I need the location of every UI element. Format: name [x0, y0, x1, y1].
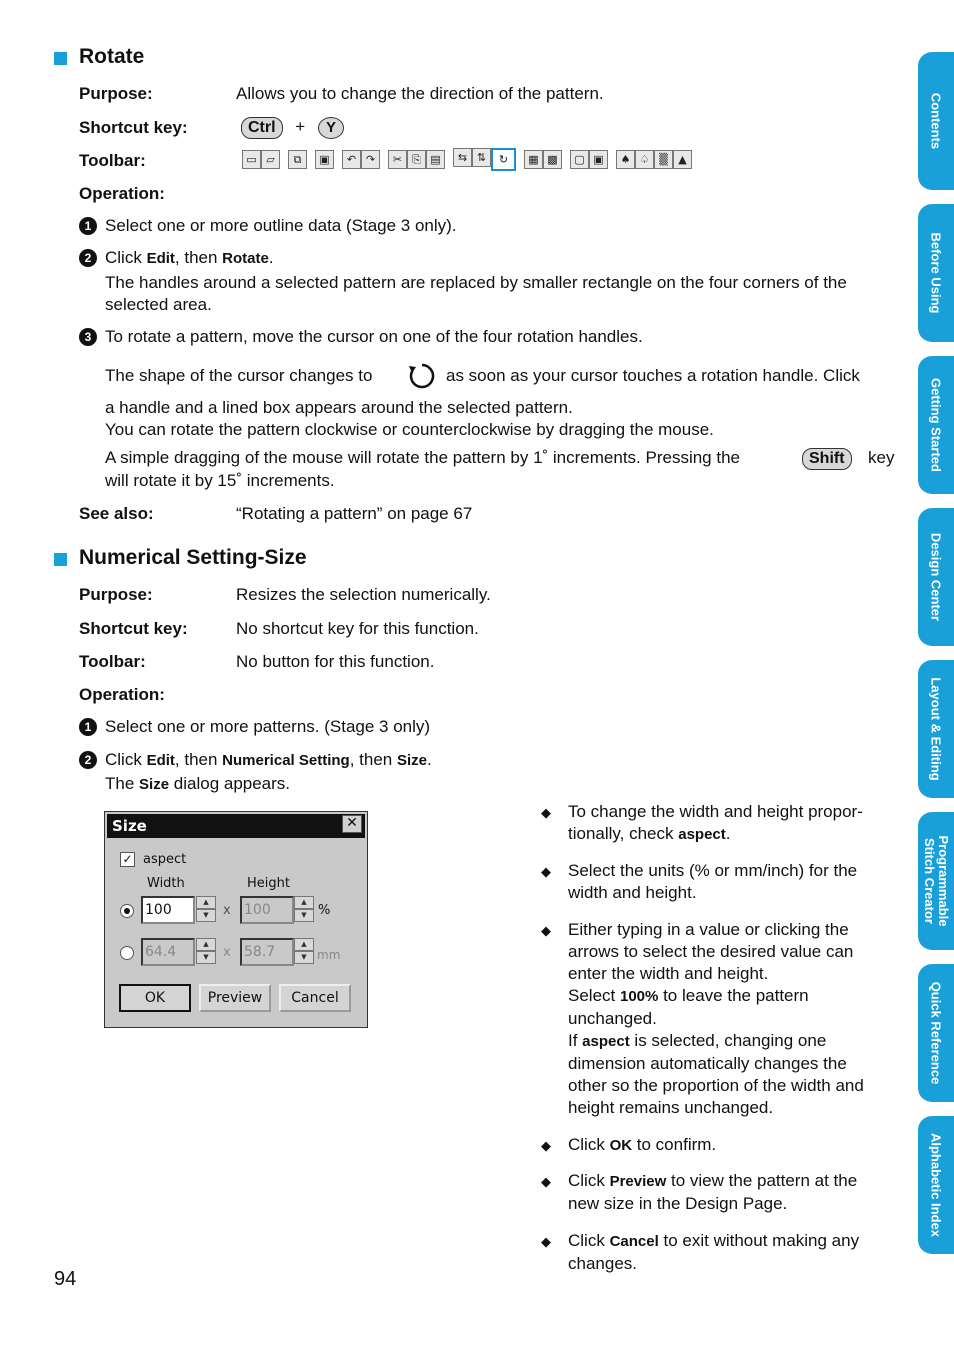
toolbar-text: No button for this function.: [236, 652, 435, 671]
monitor1-icon[interactable]: ▢: [570, 150, 589, 169]
shortcut-label: Shortcut key:: [79, 118, 188, 137]
outline4-icon[interactable]: ▲: [673, 150, 692, 169]
bullet-item: Click Cancel to exit without making any changes.: [568, 1231, 860, 1273]
outline1-icon[interactable]: ♠: [616, 150, 635, 169]
mm-unit: mm: [317, 948, 341, 962]
bullet-item: Click Preview to view the pattern at the new size in the Design Page.: [568, 1171, 858, 1213]
purpose-label: Purpose:: [79, 585, 153, 604]
height-mm-input: 58.7: [240, 938, 294, 966]
dialog-title: Size: [107, 814, 365, 838]
bullet-item: Select the units (% or mm/inch) for the width and height.: [568, 861, 858, 902]
tab-getting-started[interactable]: Getting Started: [918, 356, 954, 494]
percent-radio[interactable]: [120, 904, 134, 918]
shortcut-keys: [241, 117, 344, 139]
purpose-text: Resizes the selection numerically.: [236, 585, 491, 604]
bullet-item: Click OK to confirm.: [568, 1135, 717, 1154]
new-icon[interactable]: ▭: [242, 150, 261, 169]
bullet-item: To change the width and height propor- tionally, check aspect.: [568, 802, 863, 843]
aspect-checkbox[interactable]: ✓: [120, 852, 135, 867]
tab-programmable-stitch-creator[interactable]: Programmable Stitch Creator: [918, 812, 954, 950]
section-marker: [54, 52, 67, 65]
step-text: Click Edit, then Rotate.: [105, 248, 274, 267]
outline3-icon[interactable]: ▒: [654, 150, 673, 169]
purpose-text: Allows you to change the direction of the pattern.: [236, 84, 604, 103]
section-marker: [54, 553, 67, 566]
shift-key: Shift: [802, 448, 852, 470]
see-also-label: See also:: [79, 504, 154, 523]
step-text: Select one or more outline data (Stage 3 only).: [105, 216, 457, 235]
width-percent-input[interactable]: 100: [141, 896, 195, 924]
tab-alphabetic-index[interactable]: Alphabetic Index: [918, 1116, 954, 1254]
height-percent-input: 100: [240, 896, 294, 924]
toolbar-label: Toolbar:: [79, 151, 146, 170]
rotate-icon[interactable]: ↻: [491, 148, 516, 171]
bullet-symbol: ◆: [541, 923, 551, 938]
page-number: 94: [54, 1268, 77, 1290]
see-also-link[interactable]: “Rotating a pattern” on page 67: [236, 504, 473, 523]
step-number: 3: [79, 328, 97, 346]
cursor-text: You can rotate the pattern clockwise or counterclockwise by dragging the mouse.: [105, 420, 714, 439]
mirror-v-icon[interactable]: ⇅: [472, 148, 491, 167]
stitch1-icon[interactable]: ▦: [524, 150, 543, 169]
step-body: The handles around a selected pattern are replaced by smaller rectangle on the four corners of the selected area.: [105, 273, 847, 314]
drag-text: A simple dragging of the mouse will rotate the pattern by 1˚ increments. Pressing the: [105, 448, 740, 467]
outline2-icon[interactable]: ♤: [635, 150, 654, 169]
cursor-text: a handle and a lined box appears around the selected pattern.: [105, 398, 573, 417]
width-mm-spinner: ▲ ▼: [196, 938, 216, 966]
redo-icon[interactable]: ↷: [361, 150, 380, 169]
paste-icon[interactable]: ▤: [426, 150, 445, 169]
tab-quick-reference[interactable]: Quick Reference: [918, 964, 954, 1102]
times-sign: x: [223, 945, 231, 960]
section-title-numerical: Numerical Setting-Size: [79, 546, 307, 569]
save-icon[interactable]: ▣: [315, 150, 334, 169]
cancel-button[interactable]: Cancel: [279, 984, 351, 1012]
cursor-text: as soon as your cursor touches a rotation handle. Click: [446, 366, 860, 385]
open-icon[interactable]: ▱: [261, 150, 280, 169]
import-icon[interactable]: ⧉: [288, 150, 307, 169]
drag-text: key: [868, 448, 895, 467]
cut-icon[interactable]: ✂: [388, 150, 407, 169]
stitch2-icon[interactable]: ▩: [543, 150, 562, 169]
plus-sign: +: [295, 117, 306, 136]
height-label: Height: [247, 876, 290, 891]
step-number: 2: [79, 751, 97, 769]
aspect-label: aspect: [143, 852, 187, 867]
bullet-symbol: ◆: [541, 805, 551, 820]
width-mm-input: 64.4: [141, 938, 195, 966]
close-icon[interactable]: ✕: [342, 815, 362, 833]
tab-before-using[interactable]: Before Using: [918, 204, 954, 342]
height-mm-spinner: ▲ ▼: [294, 938, 314, 966]
step-number: 1: [79, 718, 97, 736]
shortcut-label: Shortcut key:: [79, 619, 188, 638]
height-percent-spinner: ▲ ▼: [294, 896, 314, 924]
rotate-cursor-icon: [407, 361, 437, 391]
step-text: To rotate a pattern, move the cursor on one of the four rotation handles.: [105, 327, 643, 346]
width-label: Width: [147, 876, 185, 891]
step-number: 1: [79, 217, 97, 235]
purpose-label: Purpose:: [79, 84, 153, 103]
bullet-item: Either typing in a value or clicking the arrows to select the desired value can enter the width and height. Select 100% to leave the pattern unchanged. If aspect is selected, changing one dimension automatically changes the other so the proportion of the width and height remains unchanged.: [568, 920, 864, 1117]
width-percent-spinner[interactable]: ▲ ▼: [196, 896, 216, 924]
y-key: Y: [318, 117, 344, 139]
mm-radio[interactable]: [120, 946, 134, 960]
step-number: 2: [79, 249, 97, 267]
tab-design-center[interactable]: Design Center: [918, 508, 954, 646]
bullet-symbol: ◆: [541, 1234, 551, 1249]
tab-contents[interactable]: Contents: [918, 52, 954, 190]
toolbar-label: Toolbar:: [79, 652, 146, 671]
bullet-symbol: ◆: [541, 1138, 551, 1153]
shortcut-text: No shortcut key for this function.: [236, 619, 479, 638]
ok-button[interactable]: OK: [119, 984, 191, 1012]
size-dialog: [104, 811, 368, 1028]
operation-label: Operation:: [79, 685, 165, 704]
step-text: Click Edit, then Numerical Setting, then Size.: [105, 750, 432, 769]
undo-icon[interactable]: ↶: [342, 150, 361, 169]
step-body: The Size dialog appears.: [105, 774, 291, 793]
toolbar-strip: [242, 148, 700, 171]
cursor-text: The shape of the cursor changes to: [105, 366, 373, 385]
tab-layout-editing[interactable]: Layout & Editing: [918, 660, 954, 798]
step-text: Select one or more patterns. (Stage 3 only): [105, 717, 431, 736]
ctrl-key: Ctrl: [241, 117, 283, 139]
percent-unit: %: [318, 903, 331, 918]
operation-label: Operation:: [79, 184, 165, 203]
copy-icon[interactable]: ⎘: [407, 150, 426, 169]
times-sign: x: [223, 903, 231, 918]
preview-button[interactable]: Preview: [199, 984, 271, 1012]
section-title-rotate: Rotate: [79, 45, 145, 68]
bullet-symbol: ◆: [541, 864, 551, 879]
monitor2-icon[interactable]: ▣: [589, 150, 608, 169]
bullet-symbol: ◆: [541, 1174, 551, 1189]
drag-text: will rotate it by 15˚ increments.: [105, 471, 335, 490]
mirror-h-icon[interactable]: ⇆: [453, 148, 472, 167]
